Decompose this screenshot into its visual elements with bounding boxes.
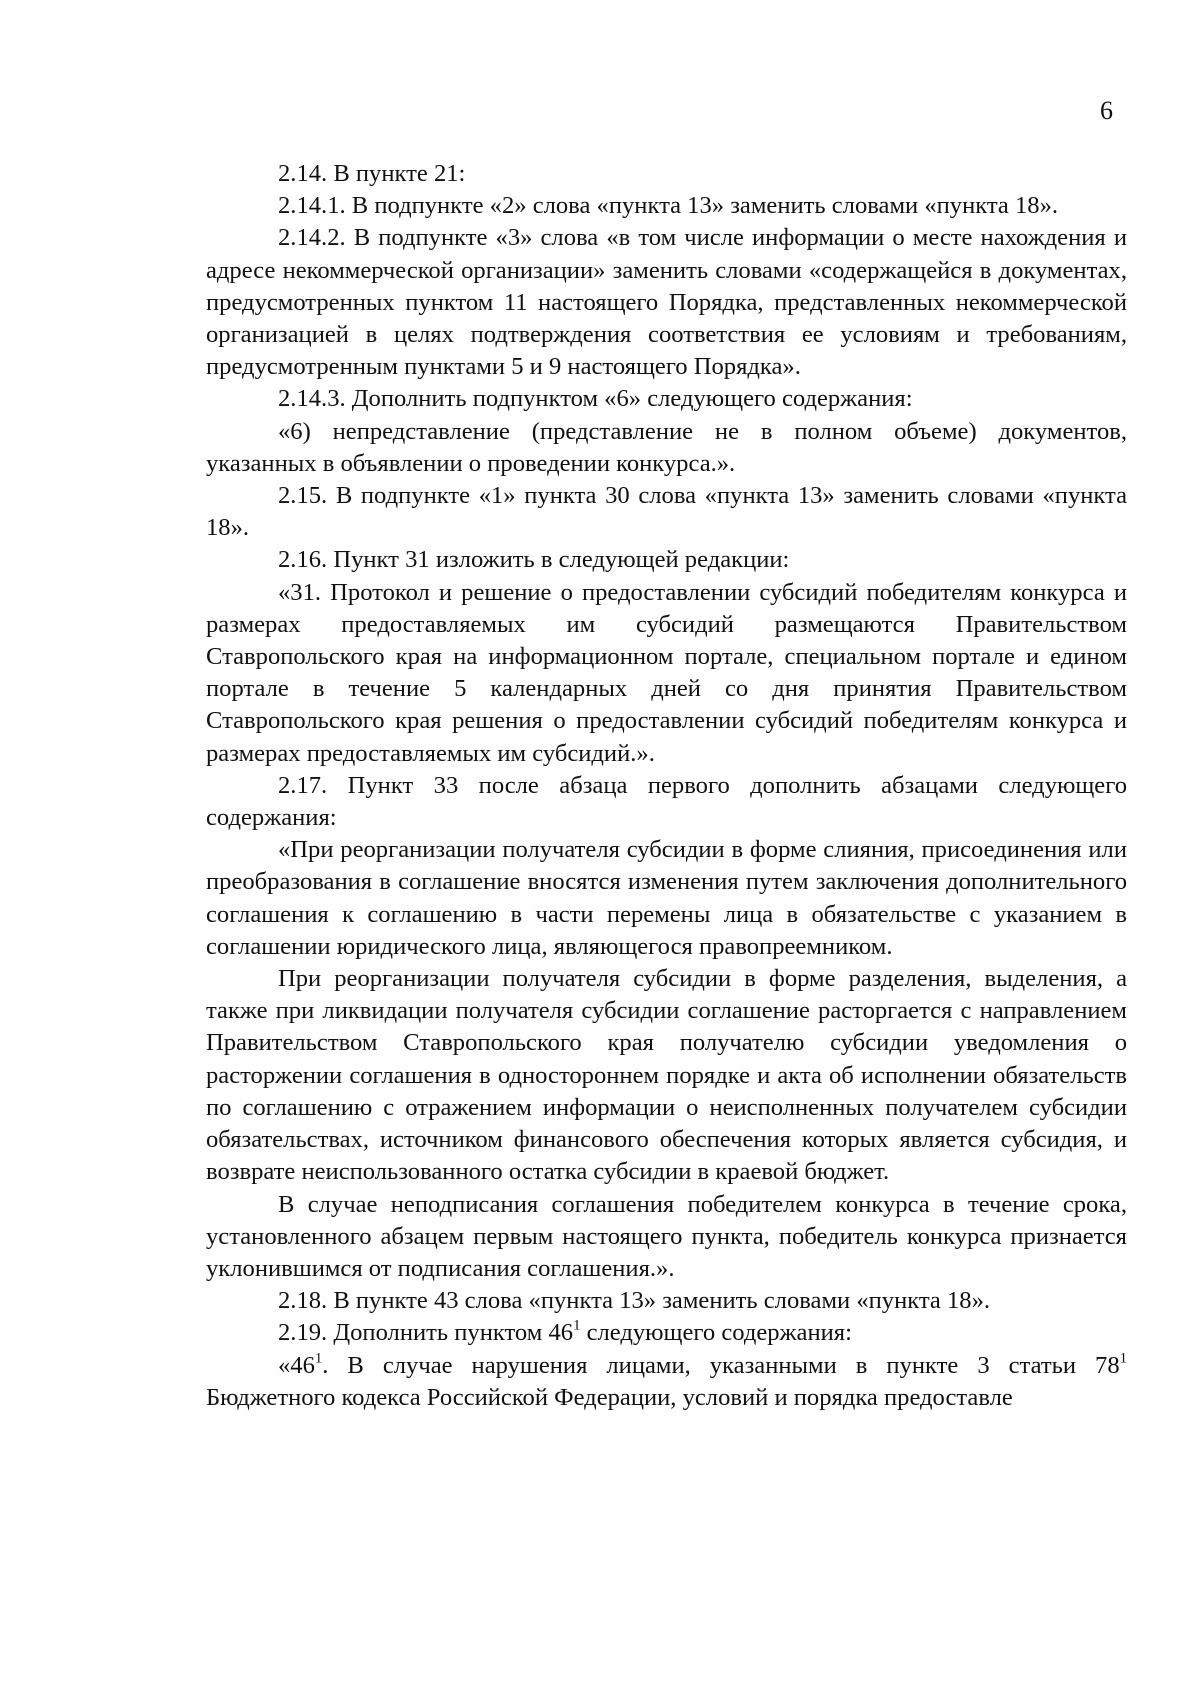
paragraph-subitem-6: «6) непредставление (представление не в полном объеме) документов, указанных в объявлении о проведении конкурса.».: [206, 417, 1127, 477]
paragraph-2-16: 2.16. Пункт 31 изложить в следующей редакции:: [278, 546, 790, 574]
superscript: 1: [573, 1317, 581, 1334]
paragraph-2-19-text: 2.19. Дополнить пунктом 46: [278, 1319, 574, 1347]
paragraph-item-46-1: [206, 1350, 1127, 1414]
paragraph-2-19-tail: следующего содержания:: [580, 1319, 852, 1347]
paragraph-46-1-start: «46: [278, 1351, 315, 1379]
paragraph-46-1-middle: . В случае нарушения лицами, указанными в пункте 3 статьи 78: [322, 1351, 1120, 1379]
paragraph-2-14-2: 2.14.2. В подпункте «3» слова «в том числе информации о месте нахождения и адресе некоммерческой организации» заменить словами «содержащейся в документах, предусмотренных пунктом 11 настоящего Порядка, представленных некоммерческой организацией в целях подтверждения соответствия ее условиям и требованиям, предусмотренным пунктами 5 и 9 настоящего Порядка».: [206, 224, 1127, 381]
paragraph-item-31: «31. Протокол и решение о предоставлении субсидий победителям конкурса и размерах предоставляемых им субсидий размещаются Правительством Ставропольского края на информационном портале, специальном портале и едином портале в течение 5 календарных дней со дня принятия Правительством Ставропольского края решения о предоставлении субсидий победителям конкурса и размерах предоставляемых им субсидий.».: [206, 578, 1127, 767]
paragraph-46-1-end: Бюджетного кодекса Российской Федерации, условий и порядка предоставле: [206, 1383, 1013, 1411]
paragraph-2-14-3: 2.14.3. Дополнить подпунктом «6» следующего содержания:: [278, 385, 913, 413]
paragraph-reorganization-division: При реорганизации получателя субсидии в форме разделения, выделения, а также при ликвидации получателя субсидии соглашение расторгается с направлением Правительством Ставропольского края получателю субсидии уведомления о расторжении соглашения в одностороннем порядке и акта об исполнении обязательств по соглашению с отражением информации о неисполненных получателем субсидии обязательствах, источником финансового обеспечения которых является субсидия, и возврате неиспользованного остатка субсидии в краевой бюджет.: [206, 965, 1127, 1186]
paragraph-non-signing: В случае неподписания соглашения победителем конкурса в течение срока, установленного абзацем первым настоящего пункта, победитель конкурса признается уклонившимся от подписания соглашения.».: [206, 1190, 1127, 1282]
paragraph-reorganization-merger: «При реорганизации получателя субсидии в форме слияния, присоединения или преобразования в соглашение вносятся изменения путем заключения дополнительного соглашения к соглашению в части перемены лица в обязательстве с указанием в соглашении юридического лица, являющегося правопреемником.: [206, 836, 1127, 960]
paragraph-2-17: 2.17. Пункт 33 после абзаца первого дополнить абзацами следующего содержания:: [206, 771, 1127, 832]
paragraph-2-15: 2.15. В подпункте «1» пункта 30 слова «пункта 13» заменить словами «пункта 18».: [206, 482, 1127, 542]
document-body: [206, 158, 1127, 1414]
superscript: 1: [314, 1350, 323, 1367]
paragraph-2-14: 2.14. В пункте 21:: [278, 160, 466, 187]
superscript: 1: [1119, 1350, 1127, 1367]
paragraph-2-14-1: 2.14.1. В подпункте «2» слова «пункта 13» заменить словами «пункта 18».: [278, 192, 1059, 220]
paragraph-2-18: 2.18. В пункте 43 слова «пункта 13» заменить словами «пункта 18».: [278, 1287, 991, 1315]
paragraph-2-19: [206, 1317, 1127, 1349]
page-number: 6: [1100, 96, 1113, 125]
